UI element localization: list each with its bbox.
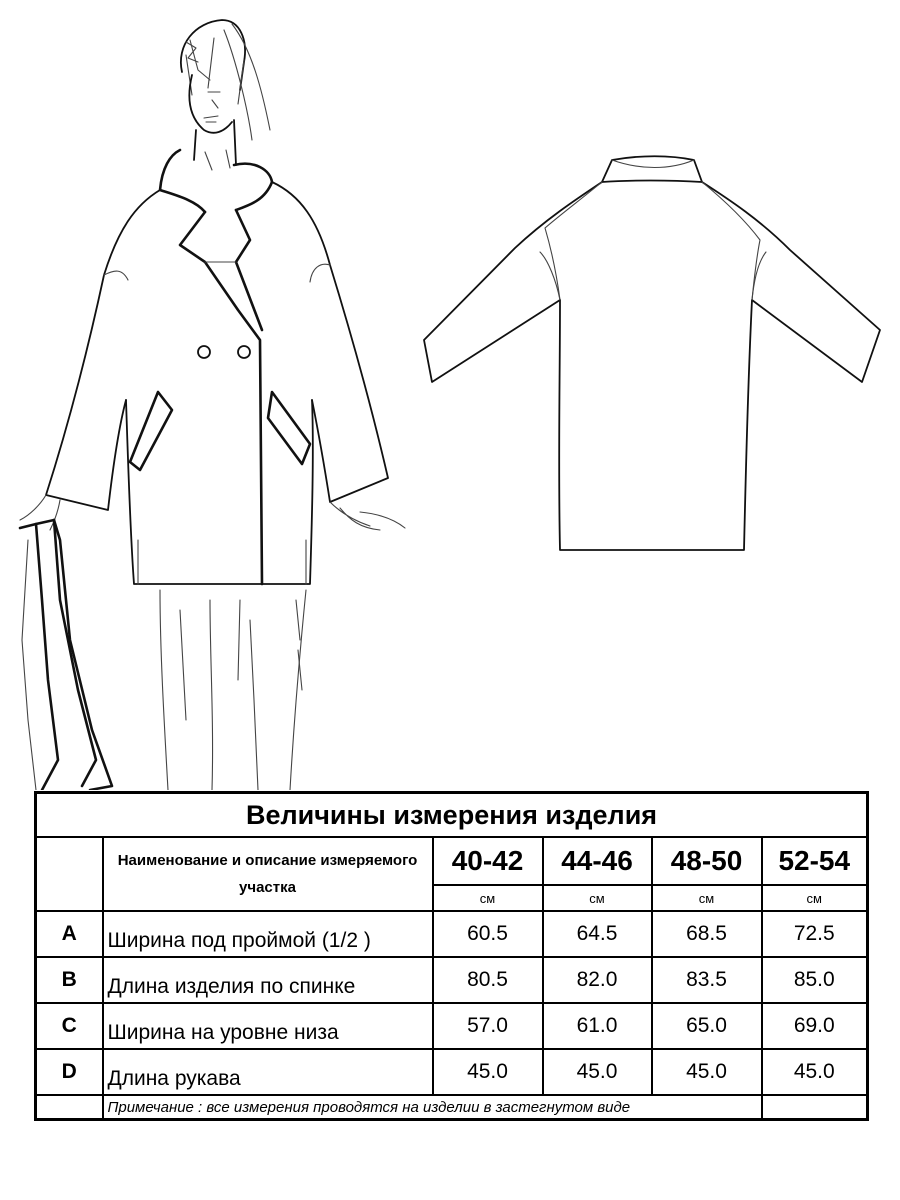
size-header: 44-46 — [543, 837, 652, 885]
row-letter: B — [36, 957, 103, 1003]
row-value: 45.0 — [652, 1049, 762, 1095]
size-header: 52-54 — [762, 837, 868, 885]
table-note: Примечание : все измерения проводятся на изделии в застегнутом виде — [103, 1095, 762, 1120]
row-value: 82.0 — [543, 957, 652, 1003]
measurement-table — [34, 791, 869, 1121]
row-value: 57.0 — [433, 1003, 543, 1049]
row-value: 80.5 — [433, 957, 543, 1003]
row-name: Ширина на уровне низа — [103, 1003, 433, 1049]
note-blank-cell — [36, 1095, 103, 1120]
table-row — [36, 1049, 868, 1095]
table-row — [36, 1003, 868, 1049]
description-header: Наименование и описание измеряемого участка — [103, 837, 433, 911]
note-blank-cell — [762, 1095, 868, 1120]
front-garment-sketch — [20, 20, 405, 790]
row-name: Длина изделия по спинке — [103, 957, 433, 1003]
note-row — [36, 1095, 868, 1120]
row-letter: D — [36, 1049, 103, 1095]
table-row — [36, 957, 868, 1003]
table-row — [36, 911, 868, 957]
row-value: 60.5 — [433, 911, 543, 957]
letter-header-cell — [36, 837, 103, 911]
row-value: 85.0 — [762, 957, 868, 1003]
row-letter: A — [36, 911, 103, 957]
row-value: 68.5 — [652, 911, 762, 957]
size-header: 40-42 — [433, 837, 543, 885]
row-value: 83.5 — [652, 957, 762, 1003]
row-value: 69.0 — [762, 1003, 868, 1049]
row-value: 64.5 — [543, 911, 652, 957]
row-value: 45.0 — [762, 1049, 868, 1095]
unit-label: см — [762, 885, 868, 911]
row-value: 65.0 — [652, 1003, 762, 1049]
row-name: Длина рукава — [103, 1049, 433, 1095]
unit-label: см — [543, 885, 652, 911]
row-value: 61.0 — [543, 1003, 652, 1049]
unit-label: см — [433, 885, 543, 911]
size-header: 48-50 — [652, 837, 762, 885]
row-letter: C — [36, 1003, 103, 1049]
row-value: 45.0 — [543, 1049, 652, 1095]
back-garment-sketch — [424, 156, 880, 550]
row-value: 45.0 — [433, 1049, 543, 1095]
table-title: Величины измерения изделия — [36, 793, 868, 838]
row-name: Ширина под проймой (1/2 ) — [103, 911, 433, 957]
row-value: 72.5 — [762, 911, 868, 957]
unit-label: см — [652, 885, 762, 911]
